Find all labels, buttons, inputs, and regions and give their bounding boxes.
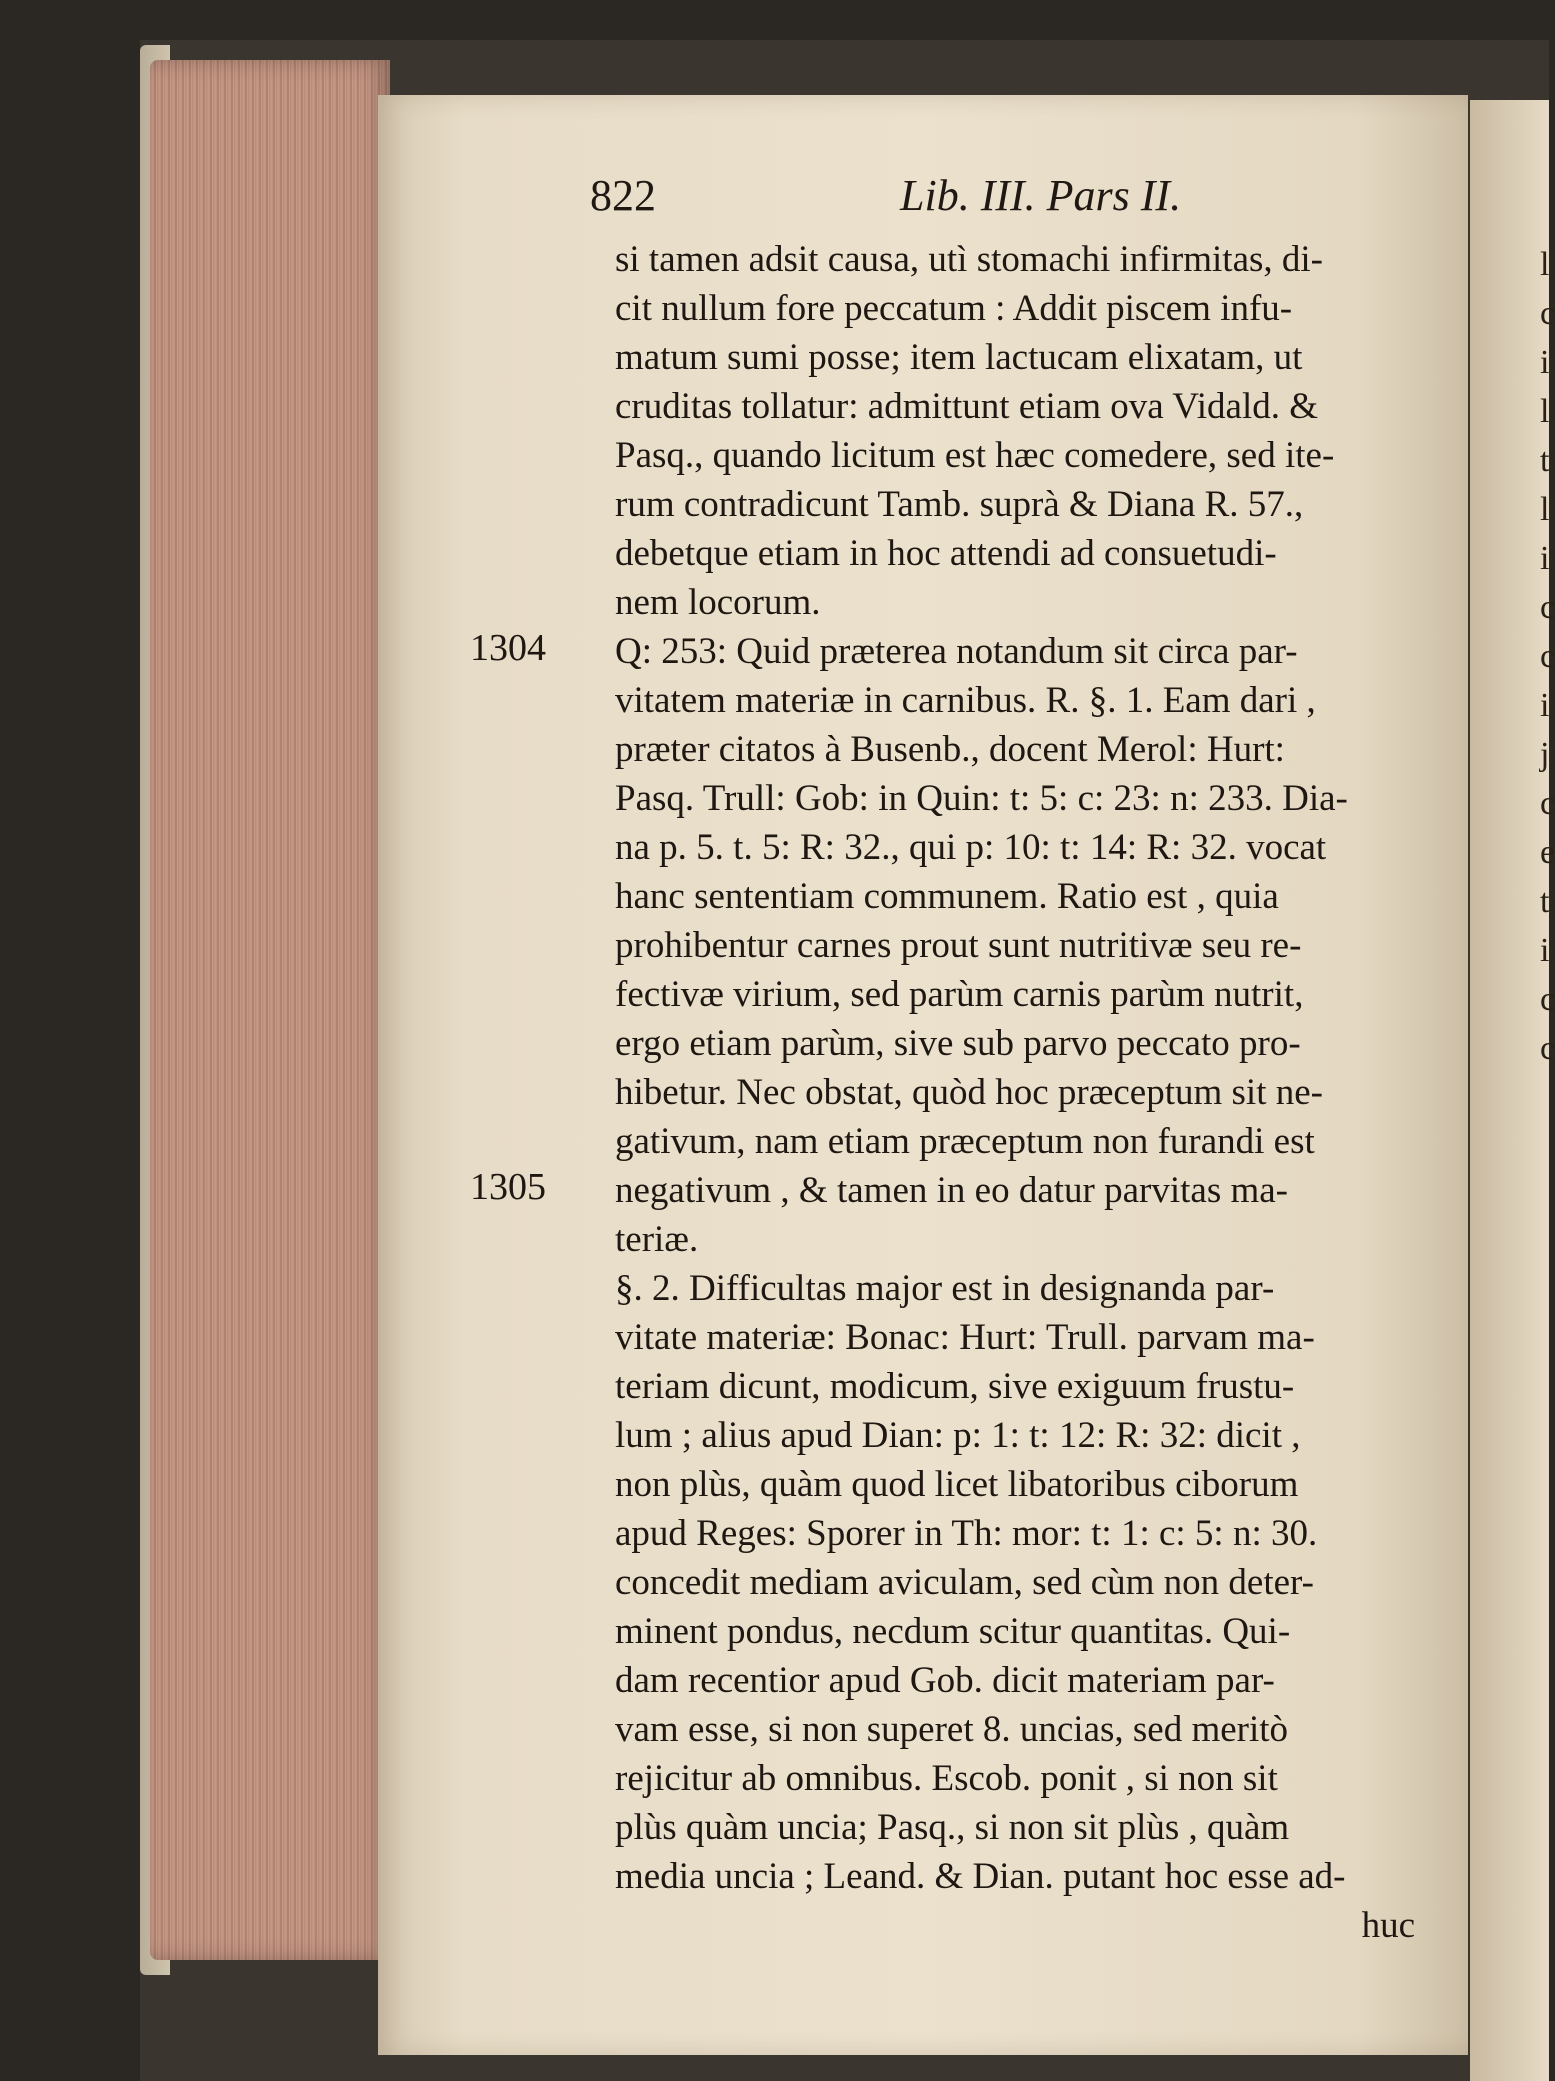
text-line: vitate materiæ: Bonac: Hurt: Trull. parvam ma-	[615, 1317, 1315, 1358]
text-line: apud Reges: Sporer in Th: mor: t: 1: c: 5: n: 30.	[615, 1513, 1318, 1554]
right-page-letter-fragment: i	[1540, 540, 1550, 577]
page-number: 822	[590, 171, 656, 220]
text-line: vam esse, si non superet 8. uncias, sed meritò	[615, 1709, 1289, 1750]
text-line: minent pondus, necdum scitur quantitas. Qui-	[615, 1611, 1291, 1652]
text-line: gativum, nam etiam præceptum non furandi est	[615, 1121, 1315, 1162]
right-page-letter-fragment: l	[1540, 393, 1550, 430]
text-line: concedit mediam aviculam, sed cùm non deter-	[615, 1562, 1314, 1603]
right-page-letter-fragment: e	[1540, 834, 1555, 871]
text-line: si tamen adsit causa, utì stomachi infirmitas, di-	[615, 239, 1323, 280]
catchword: huc	[1361, 1905, 1415, 1946]
text-line: hanc sententiam communem. Ratio est , quia	[615, 876, 1279, 917]
body-text	[615, 235, 1415, 1950]
right-page-letter-fragment: c	[1540, 295, 1555, 332]
text-line: negativum , & tamen in eo datur parvitas ma-	[615, 1170, 1288, 1211]
text-line: prohibentur carnes prout sunt nutritivæ seu re-	[615, 925, 1302, 966]
text-line: Q: 253: Quid præterea notandum sit circa par-	[615, 631, 1298, 672]
text-line: ergo etiam parùm, sive sub parvo peccato pro-	[615, 1023, 1301, 1064]
right-page-letter-fragment: i	[1540, 687, 1550, 724]
running-title: Lib. III. Pars II.	[900, 171, 1182, 220]
text-line: teriæ.	[615, 1219, 699, 1260]
right-page-letter-fragment: i	[1540, 344, 1550, 381]
page-block-edge	[150, 60, 390, 1960]
right-page-letter-fragment: c	[1540, 785, 1555, 822]
text-line: plùs quàm uncia; Pasq., si non sit plùs , quàm	[615, 1807, 1290, 1848]
text-line: na p. 5. t. 5: R: 32., qui p: 10: t: 14: R: 32. vocat	[615, 827, 1327, 868]
text-line: debetque etiam in hoc attendi ad consuetudi-	[615, 533, 1277, 574]
text-line: vitatem materiæ in carnibus. R. §. 1. Eam dari ,	[615, 680, 1316, 721]
right-page-letter-fragment: t	[1540, 883, 1550, 920]
running-header	[590, 170, 1210, 230]
text-line: hibetur. Nec obstat, quòd hoc præceptum sit ne-	[615, 1072, 1323, 1113]
right-page-letter-fragment: c	[1540, 589, 1555, 626]
text-line: teriam dicunt, modicum, sive exiguum frustu-	[615, 1366, 1295, 1407]
right-page-letter-fragment: i	[1540, 932, 1550, 969]
margin-paragraph-1305: 1305	[470, 1166, 546, 1208]
text-line: cit nullum fore peccatum : Addit piscem infu-	[615, 288, 1293, 329]
text-line: Pasq. Trull: Gob: in Quin: t: 5: c: 23: n: 233. Dia-	[615, 778, 1348, 819]
margin-paragraph-1304: 1304	[470, 627, 546, 669]
text-line: Pasq., quando licitum est hæc comedere, sed ite-	[615, 435, 1335, 476]
text-line: matum sumi posse; item lactucam elixatam, ut	[615, 337, 1303, 378]
right-page-fragment	[1470, 100, 1555, 2081]
text-line: media uncia ; Leand. & Dian. putant hoc esse ad-	[615, 1856, 1346, 1897]
text-line: rejicitur ab omnibus. Escob. ponit , si non sit	[615, 1758, 1278, 1799]
text-line: dam recentior apud Gob. dicit materiam par-	[615, 1660, 1275, 1701]
right-page-letter-fragment: j	[1540, 736, 1550, 773]
text-line: lum ; alius apud Dian: p: 1: t: 12: R: 32: dicit ,	[615, 1415, 1301, 1456]
text-line: fectivæ virium, sed parùm carnis parùm nutrit,	[615, 974, 1304, 1015]
text-line: §. 2. Difficultas major est in designanda par-	[615, 1268, 1275, 1309]
text-line: cruditas tollatur: admittunt etiam ova Vidald. &	[615, 386, 1319, 427]
right-page-letter-fragment: c	[1540, 981, 1555, 1018]
text-line: nem locorum.	[615, 582, 821, 623]
text-line: non plùs, quàm quod licet libatoribus ciborum	[615, 1464, 1299, 1505]
right-page-letter-fragment: l	[1540, 491, 1550, 528]
right-page-letter-fragment: l	[1540, 246, 1550, 283]
right-page-letter-fragment: c	[1540, 1030, 1555, 1067]
right-page-letter-fragment: c	[1540, 638, 1555, 675]
right-page-letter-fragment: t	[1540, 442, 1550, 479]
text-line: rum contradicunt Tamb. suprà & Diana R. 57.,	[615, 484, 1304, 525]
text-line: præter citatos à Busenb., docent Merol: Hurt:	[615, 729, 1285, 770]
